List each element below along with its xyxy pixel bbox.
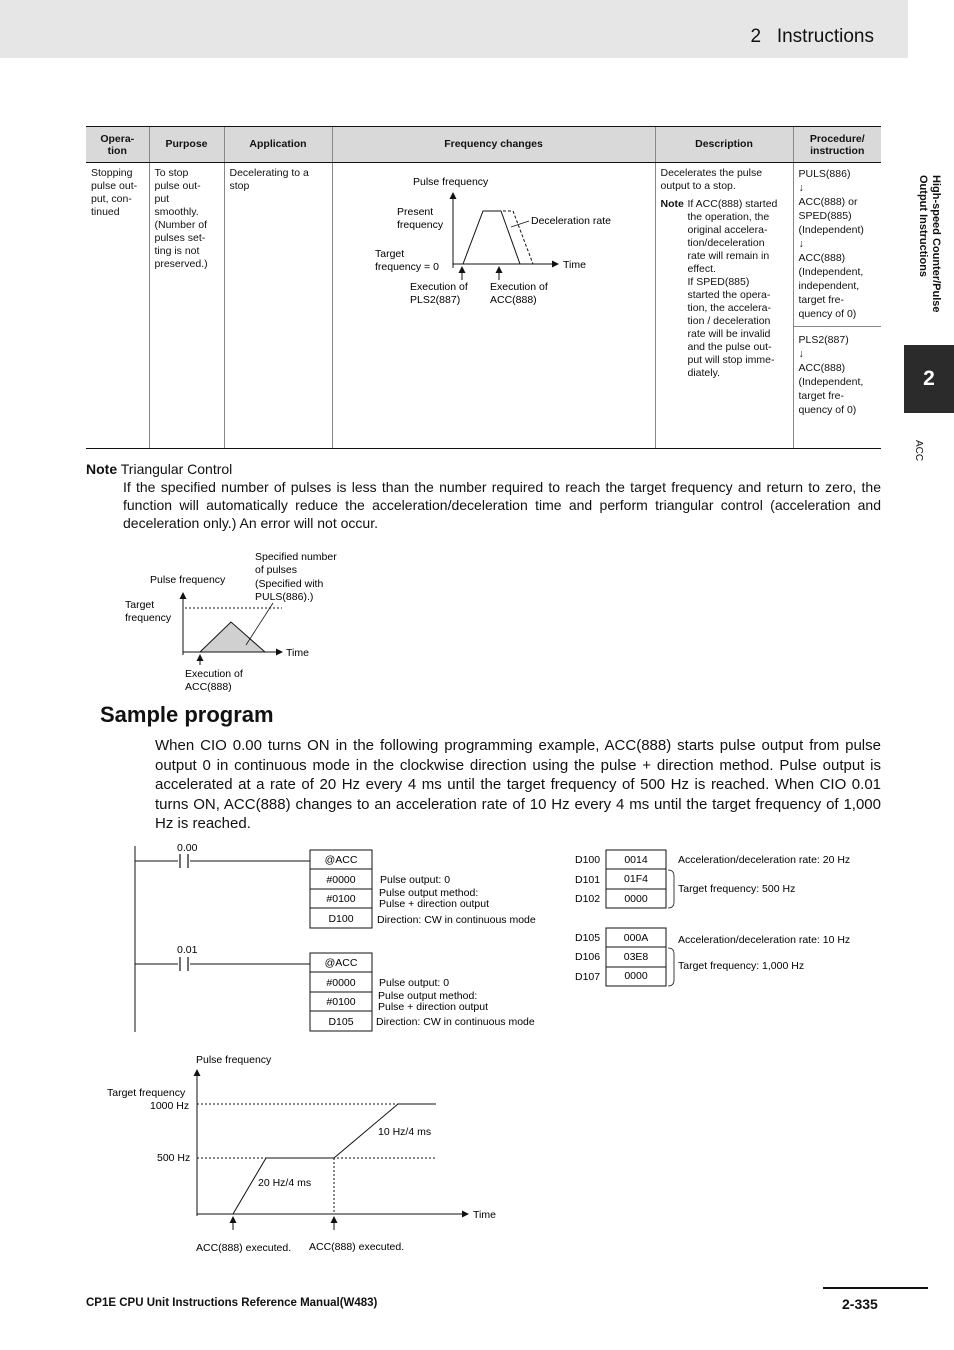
diag1-exec-pls2-1: Execution of <box>409 281 468 293</box>
note-body: If the specified number of pulses is less than the number required to reach the target frequency and return to zero, the function will automatically reduce the acceleration/deceleration time and perform triangular control (acceleration and deceleration only.) An error will not occur. <box>123 479 881 531</box>
section-title-sample-program: Sample program <box>100 702 274 727</box>
dm2-value3: 0000 <box>624 970 648 982</box>
col-header-frequency-changes: Frequency changes <box>332 127 655 163</box>
section-side-label: ACC <box>913 440 924 462</box>
block1-ann-pulse-output: Pulse output: 0 <box>380 874 451 886</box>
procedure-1: PULS(886) ↓ ACC(888) or SPED(885) (Independent) ↓ ACC(888) (Independent, independent, target fre- quency of 0) <box>798 168 864 320</box>
ladder-diagram <box>120 840 880 1040</box>
diag1-pulse-frequency: Pulse frequency <box>412 176 488 188</box>
chapter-side-line2: Output Instructions <box>917 175 929 278</box>
cell-operation: Stopping pulse out- put, con- tinued <box>86 163 149 449</box>
diag2-specified-1: Specified number <box>255 551 337 563</box>
dm-area2 <box>575 928 850 986</box>
description-note <box>661 198 788 380</box>
footer-rule <box>823 1287 928 1289</box>
block1-op1: #0000 <box>326 874 356 886</box>
block1-op3: D100 <box>328 913 354 925</box>
block2-op: @ACC <box>324 957 358 969</box>
description-main: Decelerates the pulse output to a stop. <box>660 167 763 192</box>
diag1-present-2: frequency <box>396 219 443 231</box>
col-header-purpose: Purpose <box>149 127 224 163</box>
contact1-label: 0.00 <box>177 842 198 854</box>
diag2-pulses-leader <box>246 603 273 645</box>
chapter-tab[interactable]: 2 <box>904 345 954 413</box>
block2-ann-method-1: Pulse output method: <box>378 990 478 1002</box>
graph-pulse-frequency: Pulse frequency <box>196 1054 272 1066</box>
dm-area1 <box>575 850 850 908</box>
chapter-side-label <box>902 175 942 335</box>
block2-op1: #0000 <box>326 977 356 989</box>
graph-target-frequency: Target frequency <box>107 1087 186 1099</box>
diag2-target-1: Target <box>125 599 155 611</box>
description-note-label: Note <box>660 198 684 210</box>
dm1-brace <box>668 870 674 908</box>
graph-1000hz: 1000 Hz <box>150 1100 190 1112</box>
description-note-text: If ACC(888) started the operation, the original accelera- tion/deceleration rate will remain in effect. If SPED(885) started the opera- tion, the accelera- tion / deceleration rate will be invalid and the pulse out- put will stop imme- diately. <box>687 198 778 379</box>
cell-application: Decelerating to a stop <box>224 163 332 449</box>
diag1-decel-leader <box>511 221 529 227</box>
specification-table <box>86 126 881 449</box>
triangular-control-diagram <box>110 545 370 695</box>
dm1-value2: 01F4 <box>624 873 648 885</box>
note-label: Note <box>86 461 118 477</box>
block1-ann-method-2: Pulse + direction output <box>379 898 490 910</box>
block1-ann-method-1: Pulse output method: <box>379 887 479 899</box>
block2-ann-pulse-output: Pulse output: 0 <box>379 977 450 989</box>
dm2-value2: 03E8 <box>623 951 649 963</box>
dm2-value1: 000A <box>623 932 649 944</box>
footer-page-number: 2-335 <box>842 1296 878 1312</box>
chapter-side-line1: High-speed Counter/Pulse <box>930 175 942 313</box>
block2-ann-direction: Direction: CW in continuous mode <box>376 1016 535 1028</box>
dm2-addr3: D107 <box>575 971 601 983</box>
dm2-addr2: D106 <box>575 951 601 963</box>
diag1-time: Time <box>562 259 586 271</box>
dm1-target: Target frequency: 500 Hz <box>678 883 796 895</box>
cell-purpose: To stop pulse out- put smoothly. (Number of pulses set- ting is not preserved.) <box>149 163 224 449</box>
diag2-time: Time <box>286 647 309 659</box>
cell-procedure <box>793 163 881 449</box>
dm2-addr1: D105 <box>575 932 601 944</box>
diag1-original-profile <box>483 211 533 264</box>
diag1-actual-profile <box>463 211 520 264</box>
dm1-addr3: D102 <box>575 893 601 905</box>
deceleration-diagram <box>333 163 655 323</box>
diag1-decel-rate: Deceleration rate <box>530 215 611 227</box>
diag1-target-2: frequency = 0 <box>374 261 439 273</box>
dm1-value3: 0000 <box>624 893 648 905</box>
block2-ann-method-2: Pulse + direction output <box>378 1001 489 1013</box>
dm2-target: Target frequency: 1,000 Hz <box>678 960 805 972</box>
col-header-operation: Opera- tion <box>86 127 149 163</box>
pulse-frequency-graph <box>100 1048 520 1258</box>
cell-frequency-diagram <box>332 163 655 449</box>
ladder-block2 <box>310 953 372 1031</box>
col-header-procedure: Procedure/ instruction <box>793 127 881 163</box>
dm1-addr1: D100 <box>575 854 601 866</box>
page-header-title: 2 Instructions <box>750 26 874 47</box>
graph-rate-10hz: 10 Hz/4 ms <box>378 1126 432 1138</box>
diag1-exec-acc-2: ACC(888) <box>489 294 537 306</box>
diag2-pulse-frequency: Pulse frequency <box>150 574 226 586</box>
contact2-label: 0.01 <box>177 944 198 956</box>
ladder-block1 <box>310 850 372 928</box>
dm1-value1: 0014 <box>624 854 648 866</box>
diag2-exec-1: Execution of <box>185 668 243 680</box>
col-header-application: Application <box>224 127 332 163</box>
dm1-rate: Acceleration/deceleration rate: 20 Hz <box>678 854 851 866</box>
dm2-rate: Acceleration/deceleration rate: 10 Hz <box>678 934 851 946</box>
diag1-present-1: Present <box>396 206 433 218</box>
note-triangular-control <box>86 460 881 532</box>
col-header-description: Description <box>655 127 793 163</box>
block1-ann-direction: Direction: CW in continuous mode <box>377 914 536 926</box>
graph-exec2: ACC(888) executed. <box>309 1241 405 1253</box>
footer-manual-title: CP1E CPU Unit Instructions Reference Manual(W483) <box>86 1297 378 1309</box>
diag2-specified-3: (Specified with <box>255 578 324 590</box>
graph-500hz: 500 Hz <box>157 1152 191 1164</box>
block2-op3: D105 <box>328 1016 354 1028</box>
block2-op2: #0100 <box>326 996 356 1008</box>
diag1-target-1: Target <box>374 248 404 260</box>
cell-description <box>655 163 793 449</box>
dm1-addr2: D101 <box>575 874 601 886</box>
diag2-triangle <box>200 622 265 652</box>
diag2-specified-4: PULS(886).) <box>255 591 314 603</box>
diag2-exec-2: ACC(888) <box>185 681 232 693</box>
diag2-specified-2: of pulses <box>255 564 298 576</box>
dm2-brace <box>668 948 674 986</box>
diag1-exec-pls2-2: PLS2(887) <box>409 294 460 306</box>
graph-exec1: ACC(888) executed. <box>196 1242 292 1254</box>
block1-op: @ACC <box>324 854 358 866</box>
sample-paragraph: When CIO 0.00 turns ON in the following programming example, ACC(888) starts pulse output from pulse output 0 in continuous mode in the clockwise direction using the pulse + direction method. Pulse output is accelerated at a rate of 20 Hz every 4 ms until the target frequency of 500 Hz is reached. When CIO 0.01 turns ON, ACC(888) changes to an acceleration rate of 10 Hz every 4 ms until the target frequency of 1,000 Hz is reached. <box>155 737 881 832</box>
graph-rate-20hz: 20 Hz/4 ms <box>258 1177 312 1189</box>
note-title: Triangular Control <box>120 461 233 477</box>
diag1-exec-acc-1: Execution of <box>489 281 548 293</box>
procedure-2: PLS2(887) ↓ ACC(888) (Independent, target fre- quency of 0) <box>794 326 882 417</box>
block1-op2: #0100 <box>326 893 356 905</box>
graph-time: Time <box>473 1209 496 1221</box>
diag2-target-2: frequency <box>125 612 172 624</box>
